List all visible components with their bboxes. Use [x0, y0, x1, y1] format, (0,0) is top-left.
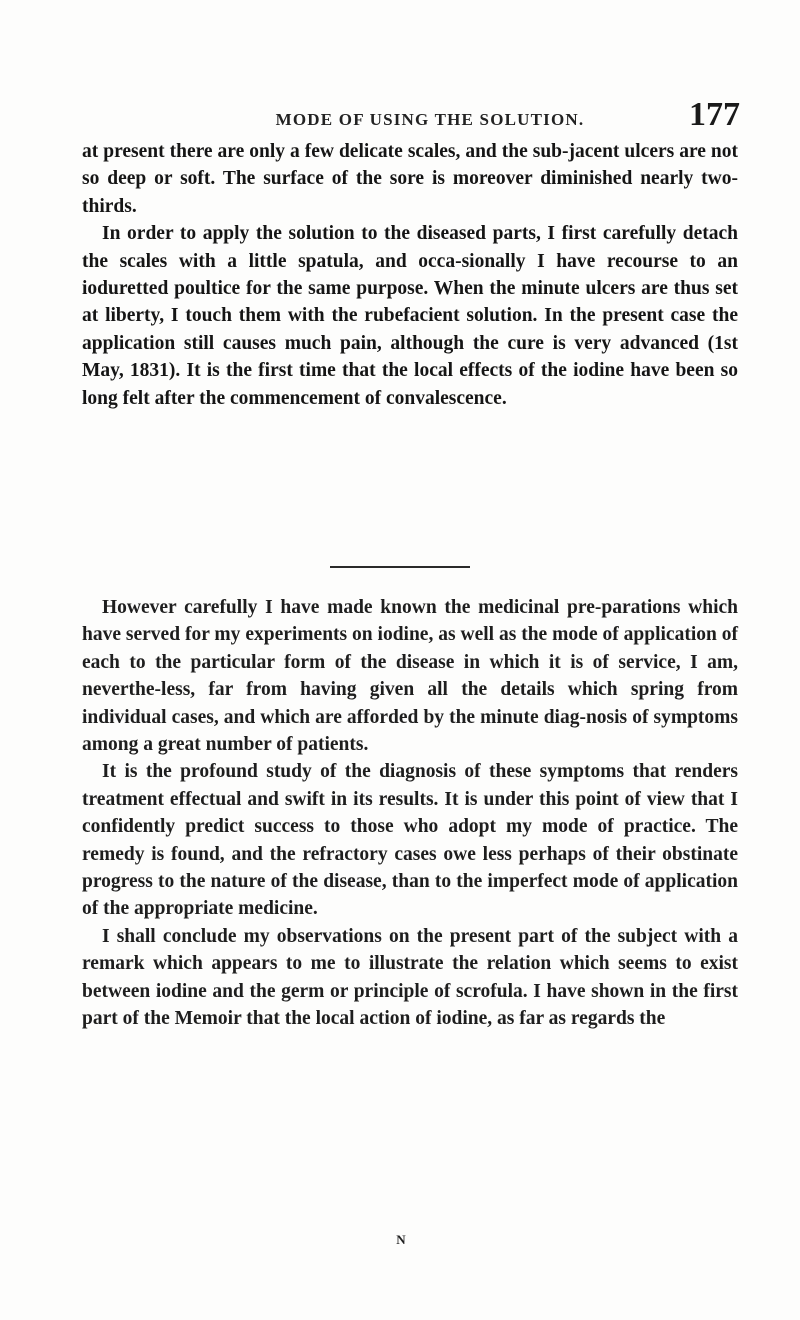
paragraph: In order to apply the solution to the diseased parts, I first carefully detach the scales with a little spatula, and occa-sionally I have recourse to an ioduretted poultice for the same purpose. When the minute ulcers are thus set at liberty, I touch them with the rubefacient solution. In the present case the application still causes much pain, although the cure is very advanced (1st May, 1831). It is the first time that the local effects of the iodine have been so long felt after the commencement of convalescence. [82, 223, 738, 409]
section-divider [330, 566, 470, 568]
paragraph: I shall conclude my observations on the present part of the subject with a remark which appears to me to illustrate the relation which seems to exist between iodine and the germ or principle of scrofula. I have shown in the first part of the Memoir that the local action of iodine, as far as regards the [82, 925, 738, 1030]
running-title: MODE OF USING THE SOLUTION. [275, 110, 585, 129]
paragraph: However carefully I have made known the medicinal pre-parations which have served for my experiments on iodine, as well as the mode of application of each to the particular form of the disease in which it is of service, I am, neverthe-less, far from having given all the details which spring from individual cases, and which are afforded by the minute diag-nosis of symptoms among a great number of patients. [82, 597, 738, 756]
text-block-lower [82, 594, 738, 1033]
paragraph: at present there are only a few delicate scales, and the sub-jacent ulcers are not so deep or soft. The surface of the sore is moreover diminished nearly two-thirds. [82, 141, 738, 217]
signature-mark: N [396, 1232, 406, 1247]
running-head [80, 92, 740, 132]
text-block-upper [82, 138, 738, 412]
paragraph: It is the profound study of the diagnosis of these symptoms that renders treatment effectual and swift in its results. It is under this point of view that I confidently predict success to those who adopt my mode of practice. The remedy is found, and the refractory cases owe less perhaps of their obstinate progress to the nature of the disease, than to the imperfect mode of application of the appropriate medicine. [82, 761, 738, 920]
page-number: 177 [689, 96, 740, 133]
